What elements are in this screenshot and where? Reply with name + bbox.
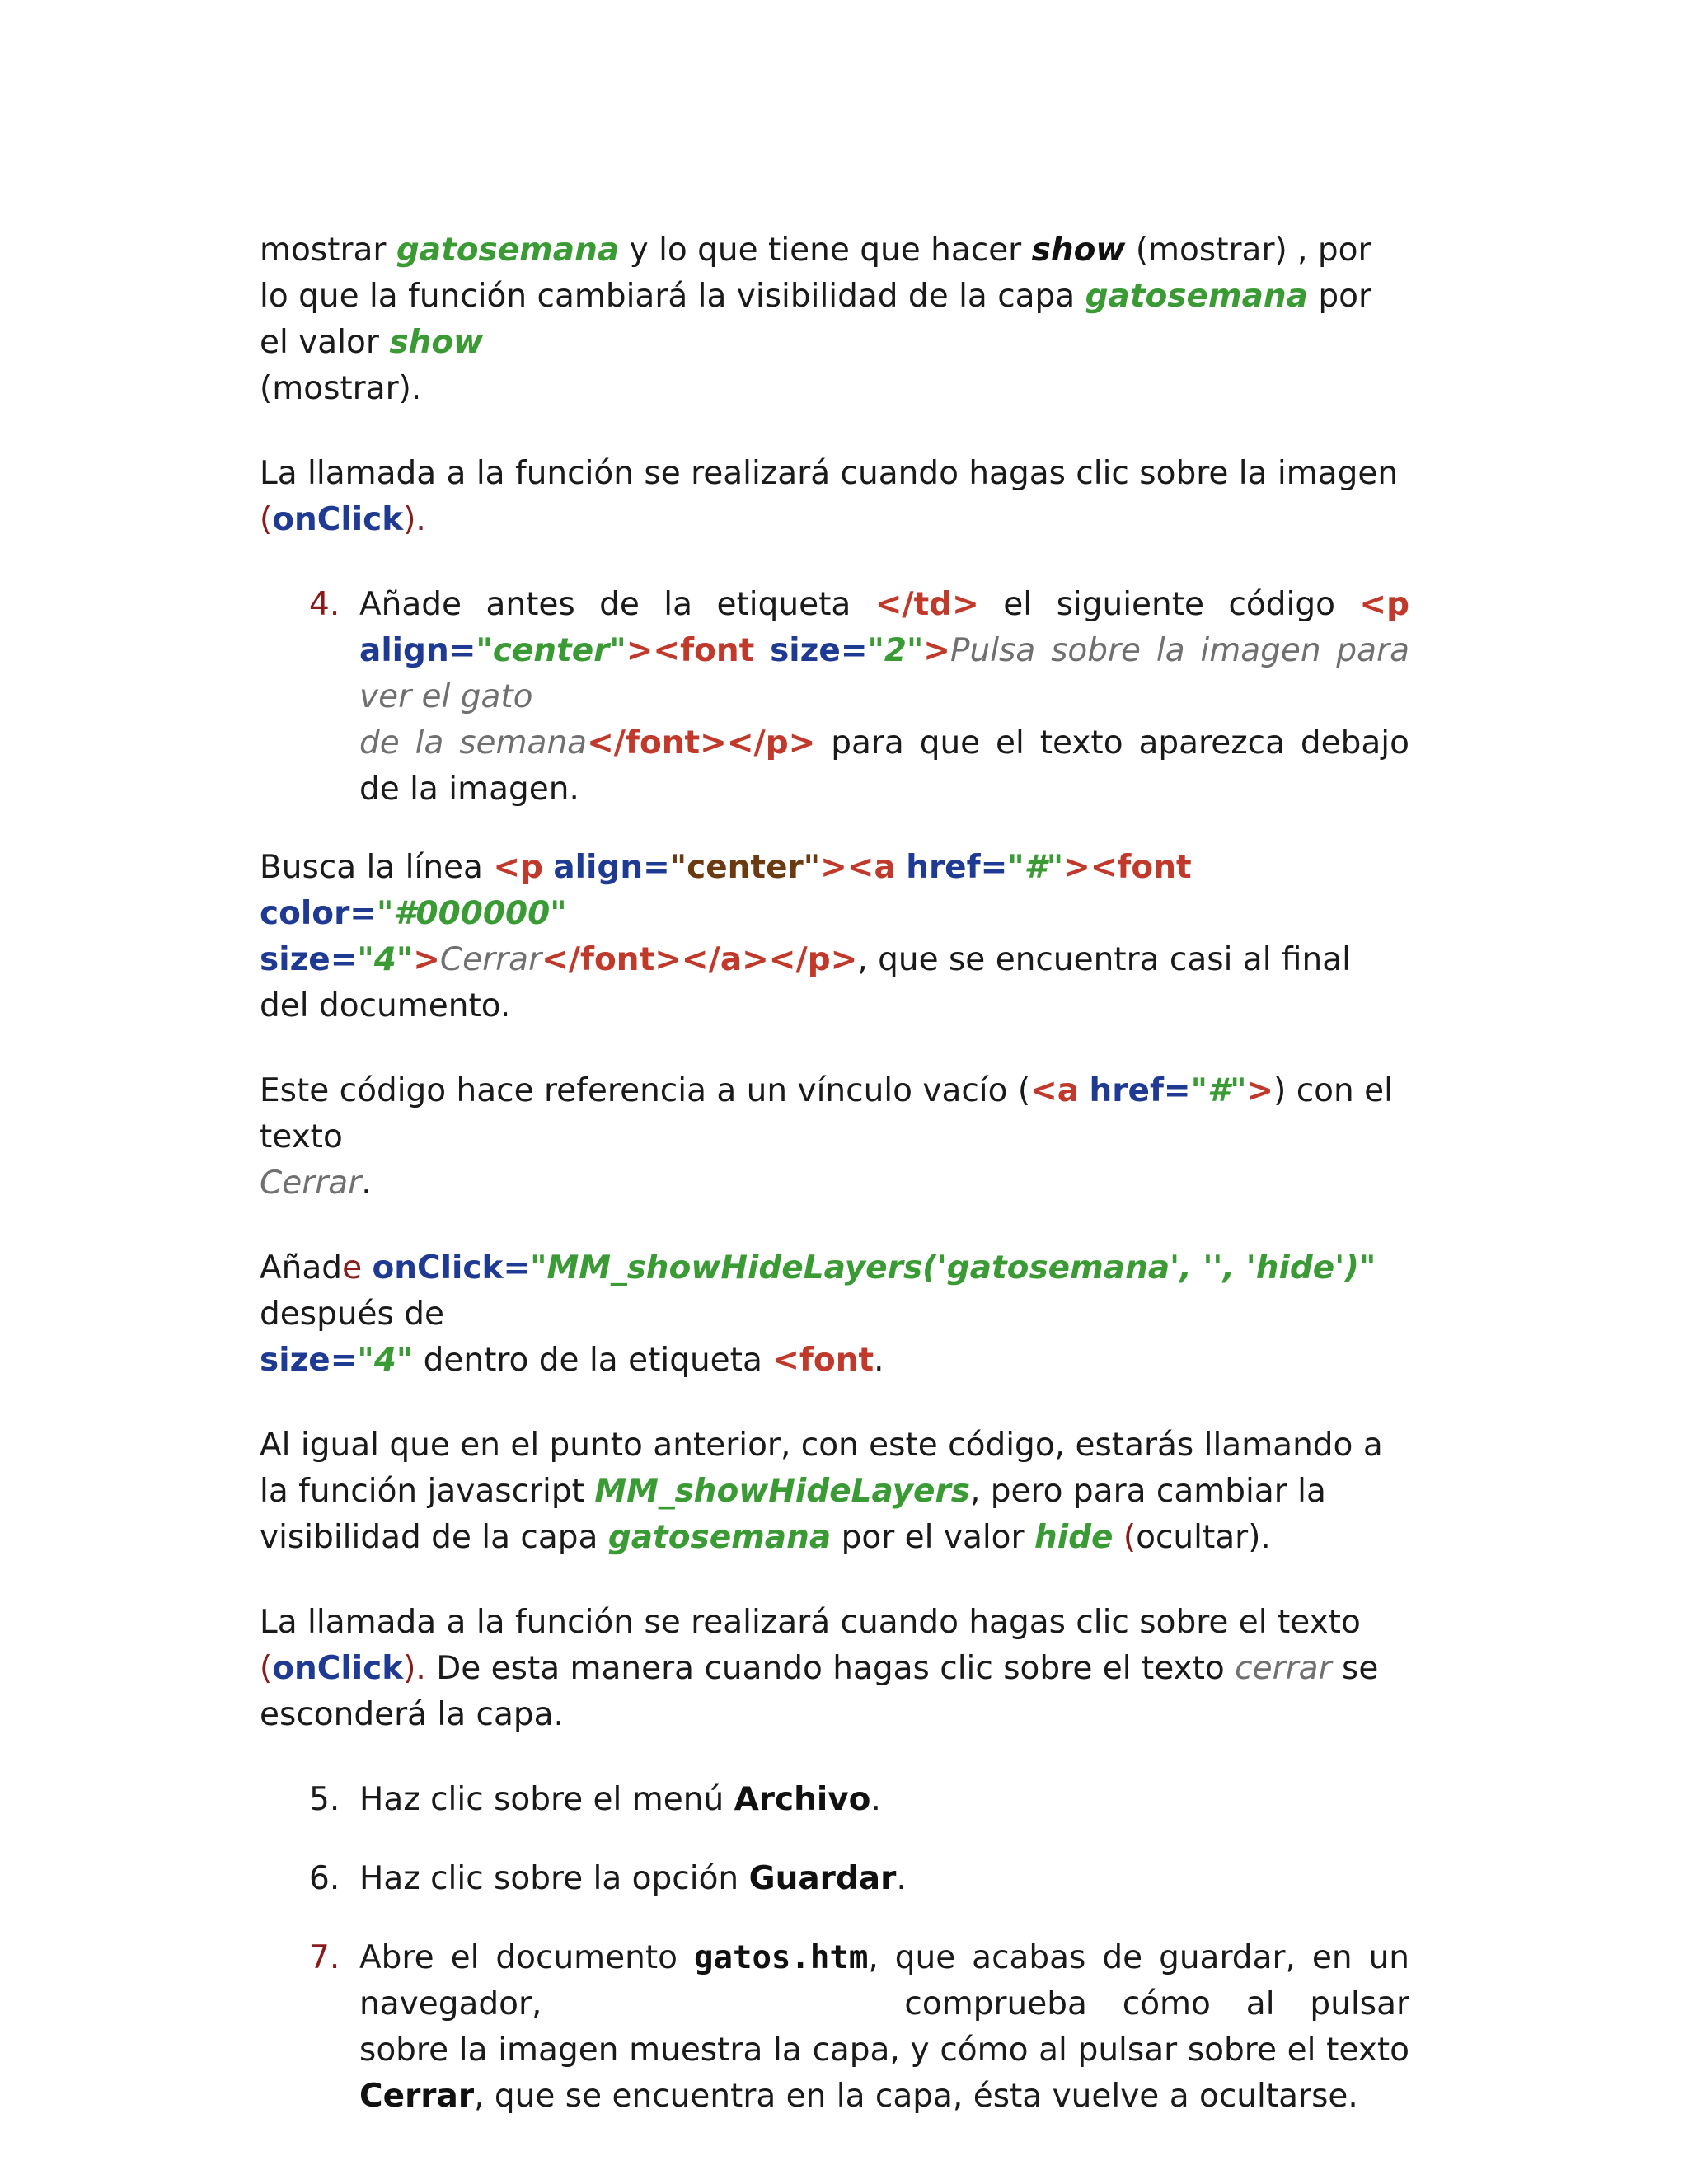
text: después de (260, 1296, 445, 1333)
keyword-show: show (1031, 232, 1126, 269)
text: . (361, 1165, 372, 1202)
code-align: align= (359, 632, 476, 669)
code-onclick: onClick (272, 501, 404, 538)
space (362, 1249, 372, 1286)
code-onclick: onClick (272, 1650, 404, 1687)
code-align: align= (553, 849, 670, 886)
code-size-value: "2" (867, 632, 924, 669)
paren: ( (260, 501, 273, 538)
code-a-open: <a (846, 849, 896, 886)
text-e: e (342, 1249, 363, 1286)
paragraph-llamada-texto (260, 1600, 1409, 1738)
code-center: "center" (669, 849, 821, 886)
paren: ). (403, 1650, 426, 1687)
code-text-semana: de la semana (359, 724, 588, 762)
list-item-4 (260, 582, 1409, 813)
code-function-name: MM_showHideLayers (594, 1473, 970, 1510)
text: mostrar (260, 232, 396, 269)
list-item-6 (260, 1856, 1409, 1902)
text: Abre el documento (359, 1939, 695, 1976)
code-hide: hide (1034, 1519, 1114, 1556)
text: ocultar). (1136, 1519, 1271, 1556)
code-color-value: "#000000" (376, 895, 567, 932)
code-text-cerrar: cerrar (1235, 1650, 1332, 1687)
code-close-tags: </font></a></p> (542, 941, 858, 978)
code-size: size= (260, 941, 358, 978)
code-show: show (389, 324, 484, 361)
text: ) con el texto (260, 1072, 1393, 1155)
code-gatosemana: gatosemana (396, 232, 620, 269)
text: (mostrar). (260, 370, 422, 407)
list-item-7 (260, 1935, 1409, 2120)
space (896, 849, 906, 886)
paren: ( (260, 1650, 273, 1687)
text: dentro de la etiqueta (413, 1342, 773, 1379)
code-font-open: <font (1090, 849, 1192, 886)
text: La llamada a la función se realizará cuando hagas clic sobre el texto (260, 1604, 1361, 1641)
code-p-open: <p (493, 849, 543, 886)
code-hash: "#" (1190, 1072, 1247, 1109)
code-a-open: <a (1030, 1072, 1080, 1109)
text: Busca la línea (260, 849, 494, 886)
code-size-value: "4" (357, 1342, 414, 1379)
option-guardar: Guardar (748, 1860, 897, 1897)
paren: ( (1113, 1519, 1137, 1556)
text: Haz clic sobre la opción (359, 1860, 749, 1897)
text: y lo que tiene que hacer (619, 232, 1032, 269)
text: el siguiente código (978, 586, 1360, 623)
paragraph-anade-onclick (260, 1245, 1409, 1384)
text: , que se encuentra en la capa, ésta vuelve a ocultarse. (474, 2078, 1358, 2115)
code-gt: > (1246, 1072, 1274, 1109)
text: , pero para cambiar la visibilidad de la capa (260, 1473, 1326, 1556)
text: se esconderá la capa. (260, 1650, 1379, 1733)
code-color: color= (260, 895, 377, 932)
code-font-open: <font (772, 1342, 874, 1379)
code-size-value: "4" (357, 941, 414, 978)
space (543, 849, 553, 886)
text: Haz clic sobre el menú (359, 1781, 734, 1818)
text: (mostrar) , por lo que la función cambiará la visibilidad de la capa (260, 232, 1372, 315)
code-hash: "#" (1007, 849, 1064, 886)
text: Añade antes de la etiqueta (359, 586, 875, 623)
document-body (260, 227, 1409, 2152)
paragraph-llamada-imagen (260, 451, 1409, 543)
text: . (896, 1860, 907, 1897)
code-td-close: </td> (874, 586, 979, 623)
space (754, 632, 770, 669)
code-gt: > (820, 849, 847, 886)
code-gatosemana: gatosemana (607, 1519, 832, 1556)
paragraph-busca-linea (260, 845, 1409, 1029)
list-item-5 (260, 1777, 1409, 1823)
text: . (874, 1342, 884, 1379)
code-text-cerrar: Cerrar (260, 1165, 362, 1202)
text: Añad (260, 1249, 343, 1286)
paragraph-igual-anterior (260, 1422, 1409, 1561)
code-font-open: <font (653, 632, 755, 669)
code-gt: > (923, 632, 950, 669)
code-function-call: "MM_showHideLayers('gatosemana', '', 'hide')" (530, 1249, 1376, 1286)
code-center: "center" (476, 632, 626, 669)
paragraph-mostrar (260, 227, 1409, 412)
text: comprueba cómo al pulsar sobre la imagen muestra la capa, y cómo al pulsar sobre el texto (359, 1985, 1409, 2069)
text: por el valor (260, 278, 1372, 361)
text: , que acabas de guardar, en un navegador, (359, 1939, 1409, 2022)
list-number: 5. (309, 1781, 340, 1818)
code-size: size= (260, 1342, 358, 1379)
text: por el valor (831, 1519, 1034, 1556)
code-href: href= (1089, 1072, 1191, 1109)
code-text-cerrar: Cerrar (439, 941, 542, 978)
text: , que se encuentra casi al final del documento. (260, 941, 1351, 1024)
list-number: 4. (309, 586, 340, 623)
text: . (870, 1781, 881, 1818)
code-close-tags: </font></p> (587, 724, 816, 762)
text: De esta manera cuando hagas clic sobre el texto (425, 1650, 1236, 1687)
code-href: href= (906, 849, 1008, 886)
paren: ). (403, 501, 426, 538)
code-gt: > (413, 941, 440, 978)
list-number: 7. (309, 1939, 340, 1976)
text-cerrar-bold: Cerrar (359, 2078, 475, 2115)
file-gatos-htm: gatos.htm (694, 1939, 869, 1976)
list-number: 6. (309, 1860, 340, 1897)
code-gt: > (1063, 849, 1090, 886)
code-gatosemana: gatosemana (1085, 278, 1308, 315)
menu-archivo: Archivo (734, 1781, 871, 1818)
code-text-pulsa: Pulsa sobre la imagen para ver el gato (359, 632, 1409, 715)
text: Este código hace referencia a un vínculo vacío ( (260, 1072, 1031, 1109)
code-p-open: <p (1359, 586, 1410, 623)
paragraph-vinculo-vacio (260, 1068, 1409, 1207)
text: Al igual que en el punto anterior, con este código, estarás llamando a la función javascript (260, 1427, 1383, 1510)
code-gt: > (626, 632, 654, 669)
code-size: size= (770, 632, 868, 669)
code-onclick: onClick= (372, 1249, 531, 1286)
text: para que el texto aparezca debajo de la imagen. (359, 724, 1409, 808)
space (1079, 1072, 1089, 1109)
text: La llamada a la función se realizará cuando hagas clic sobre la imagen (260, 455, 1399, 492)
